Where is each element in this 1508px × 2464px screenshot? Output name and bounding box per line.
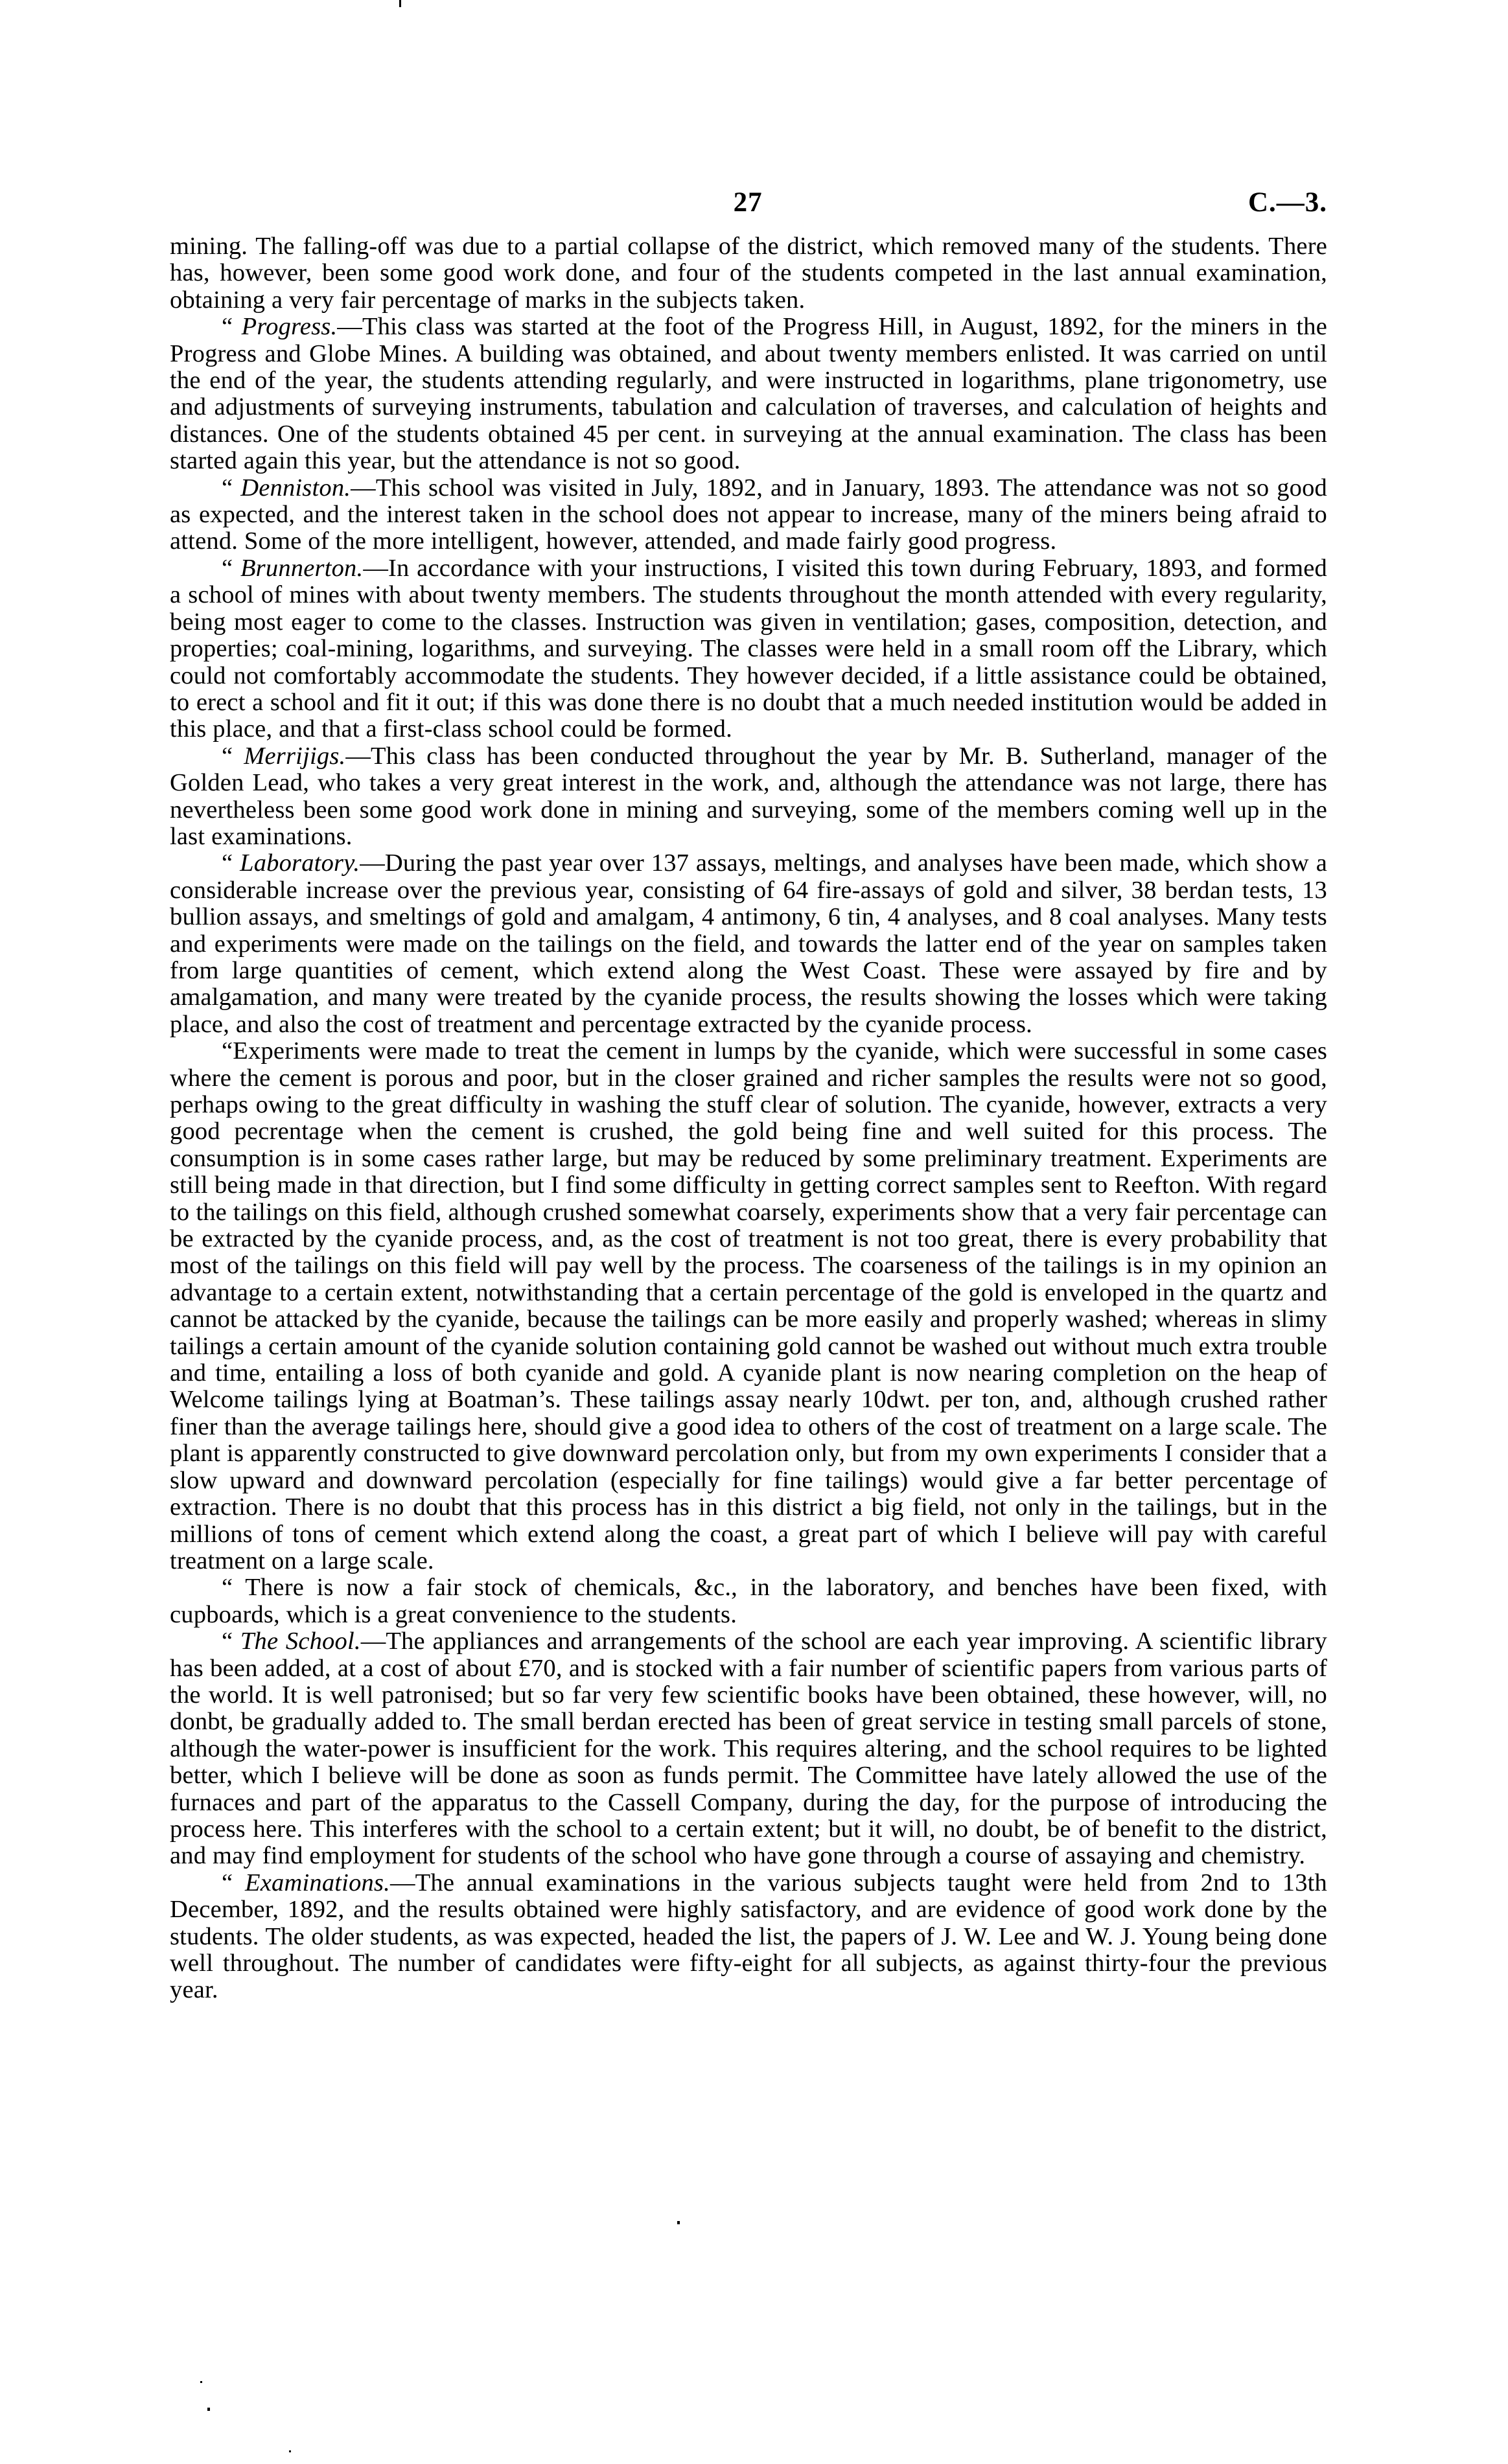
paragraph-text: “Experiments were made to treat the cement in lumps by the cyanide, which were successful in some cases where the cement is porous and poor, but in the closer grained and richer samples the results were not so good, perhaps owing to the great difficulty in washing the stuff clear of solution. The cyanide, however, extracts a very good pecrentage when the cement is crushed, the gold being fine and well suited for this process. The consumption is in some cases rather large, but may be reduced by some preliminary treatment. Experiments are still being made in that direction, but I find some difficulty in getting correct samples sent to Reefton. With regard to the tailings on this field, although crushed somewhat coarsely, experiments show that a very fair percentage can be extracted by the cyanide process, and, as the cost of treatment is not too great, there is every probability that most of the tailings on this field will pay well by the process. The coarseness of the tailings is in my opinion an advantage to a certain extent, notwithstanding that a certain percentage of the gold is enveloped in the quartz and cannot be attacked by the cyanide, because the tailings can be more easily and properly washed; whereas in slimy tailings a certain amount of the cyanide solution containing gold cannot be washed out without much extra trouble and time, entailing a loss of both cyanide and gold. A cyanide plant is now nearing completion on the heap of Welcome tailings lying at Boatman’s. These tailings assay nearly 10dwt. per ton, and, although crushed rather finer than the average tailings here, should give a good idea to others of the cost of treatment on a large scale. The plant is apparently constructed to give downward percolation only, but from my own experiments I consider that a slow upward and downward percolation (especially for fine tailings) would give a far better percentage of extraction. There is no doubt that this process has in this district a big field, not only in the tailings, but in the millions of tons of cement which extend along the coast, a great part of which I believe will pay with careful treatment on a large scale.	[170, 1037, 1327, 1574]
paragraph	[170, 314, 1327, 474]
paragraph	[170, 475, 1327, 555]
paragraph-text: “	[222, 849, 240, 877]
paragraph-lead-italic: The School.	[240, 1628, 361, 1655]
paragraph-text: “ There is now a fair stock of chemicals, &c., in the laboratory, and benches have been fixed, with cupboards, which is a great convenience to the students.	[170, 1574, 1327, 1628]
scan-speck	[289, 2450, 291, 2452]
paragraph-text: —The annual examinations in the various subjects taught were held from 2nd to 13th December, 1892, and the results obtained were highly satisfactory, and are evidence of good work done by the students. The older students, as was expected, headed the list, the papers of J. W. Lee and W. J. Young being done well throughout. The number of candidates were fifty-eight for all subjects, as against thirty-four the previous year.	[170, 1869, 1327, 2004]
paragraph-lead-italic: Progress.	[241, 313, 338, 341]
doc-code: C.—3.	[1247, 187, 1327, 218]
document-body	[170, 233, 1327, 2004]
paragraph-text: —During the past year over 137 assays, meltings, and analyses have been made, which show a considerable increase over the previous year, consisting of 64 fire-assays of gold and silver, 38 berdan tests, 13 bullion assays, and smeltings of gold and amalgam, 4 antimony, 6 tin, 4 analyses, and 8 coal analyses. Many tests and experiments were made on the tailings on the field, and towards the latter end of the year on samples taken from large quantities of cement, which extend along the West Coast. These were assayed by fire and by amalgamation, and many were treated by the cyanide process, the results showing the losses which were taking place, and also the cost of treatment and percentage extracted by the cyanide process.	[170, 849, 1327, 1038]
paragraph-lead-italic: Examinations.	[245, 1869, 390, 1896]
paragraph-lead-italic: Merrijigs.	[244, 742, 346, 770]
paragraph-lead-italic: Denniston.	[240, 474, 351, 501]
paragraph	[170, 1870, 1327, 2004]
paragraph-text: “	[222, 1628, 240, 1655]
paragraph	[170, 555, 1327, 743]
paragraph	[170, 1628, 1327, 1870]
paragraph-text: “	[222, 313, 242, 341]
scan-artifact-tick	[399, 0, 401, 7]
paragraph-lead-italic: Laboratory.	[240, 849, 360, 877]
scan-speck	[677, 2221, 680, 2224]
paragraph	[170, 233, 1327, 314]
paragraph-text: mining. The falling-off was due to a partial collapse of the district, which removed many of the students. There has, however, been some good work done, and four of the students competed in the last annual examination, obtaining a very fair percentage of marks in the subjects taken.	[170, 233, 1327, 314]
paragraph-text: —This class was started at the foot of the Progress Hill, in August, 1892, for the miners in the Progress and Globe Mines. A building was obtained, and about twenty members enlisted. It was carried on until the end of the year, the students attending regularly, and were instructed in logarithms, plane trigonometry, use and adjustments of surveying instruments, tabulation and calculation of traverses, and calculation of heights and distances. One of the students obtained 45 per cent. in surveying at the annual examination. The class has been started again this year, but the attendance is not so good.	[170, 313, 1327, 475]
scan-speck	[200, 2381, 202, 2383]
paragraph-text: —This school was visited in July, 1892, and in January, 1893. The attendance was not so good as expected, and the interest taken in the school does not appear to increase, many of the miners being afraid to attend. Some of the more intelligent, however, attended, and made fairly good progress.	[170, 474, 1327, 555]
paragraph	[170, 743, 1327, 851]
scan-speck	[207, 2408, 210, 2411]
paragraph-lead-italic: Brunnerton.	[240, 554, 364, 582]
paragraph	[170, 850, 1327, 1038]
paragraph-text: “	[222, 474, 241, 501]
paragraph-text: —In accordance with your instructions, I visited this town during February, 1893, and formed a school of mines with about twenty members. The students throughout the month attended with every regularity, being most eager to come to the classes. Instruction was given in ventilation; gases, composition, detection, and properties; coal-mining, logarithms, and surveying. The classes were held in a small room off the Library, which could not comfortably accommodate the students. They however decided, if a little assistance could be obtained, to erect a school and fit it out; if this was done there is no doubt that a much needed institution would be added in this place, and that a first-class school could be formed.	[170, 554, 1327, 743]
paragraph-text: —This class has been conducted throughout the year by Mr. B. Sutherland, manager of the Golden Lead, who takes a very great interest in the work, and, although the attendance was not large, there has nevertheless been some good work done in mining and surveying, some of the members coming well up in the last examinations.	[170, 742, 1327, 850]
page-number: 27	[733, 187, 763, 218]
paragraph	[170, 1574, 1327, 1628]
paragraph-text: “	[222, 554, 240, 582]
page-header	[170, 187, 1327, 220]
paragraph-text: —The appliances and arrangements of the school are each year improving. A scientific library has been added, at a cost of about £70, and is stocked with a fair number of scientific papers from various parts of the world. It is well patronised; but so far very few scientific books have been obtained, these however, will, no donbt, be gradually added to. The small berdan erected has been of great service in testing small parcels of stone, although the water-power is insufficient for the work. This requires altering, and the school requires to be lighted better, which I believe will be done as soon as funds permit. The Committee have lately allowed the use of the furnaces and part of the apparatus to the Cassell Company, during the day, for the purpose of introducing the process here. This interferes with the school to a certain extent; but it will, no doubt, be of benefit to the district, and may find employment for students of the school who have gone through a course of assaying and chemistry.	[170, 1628, 1327, 1870]
paragraph-text: “	[222, 1869, 246, 1896]
paragraph	[170, 1038, 1327, 1574]
paragraph-text: “	[222, 742, 244, 770]
